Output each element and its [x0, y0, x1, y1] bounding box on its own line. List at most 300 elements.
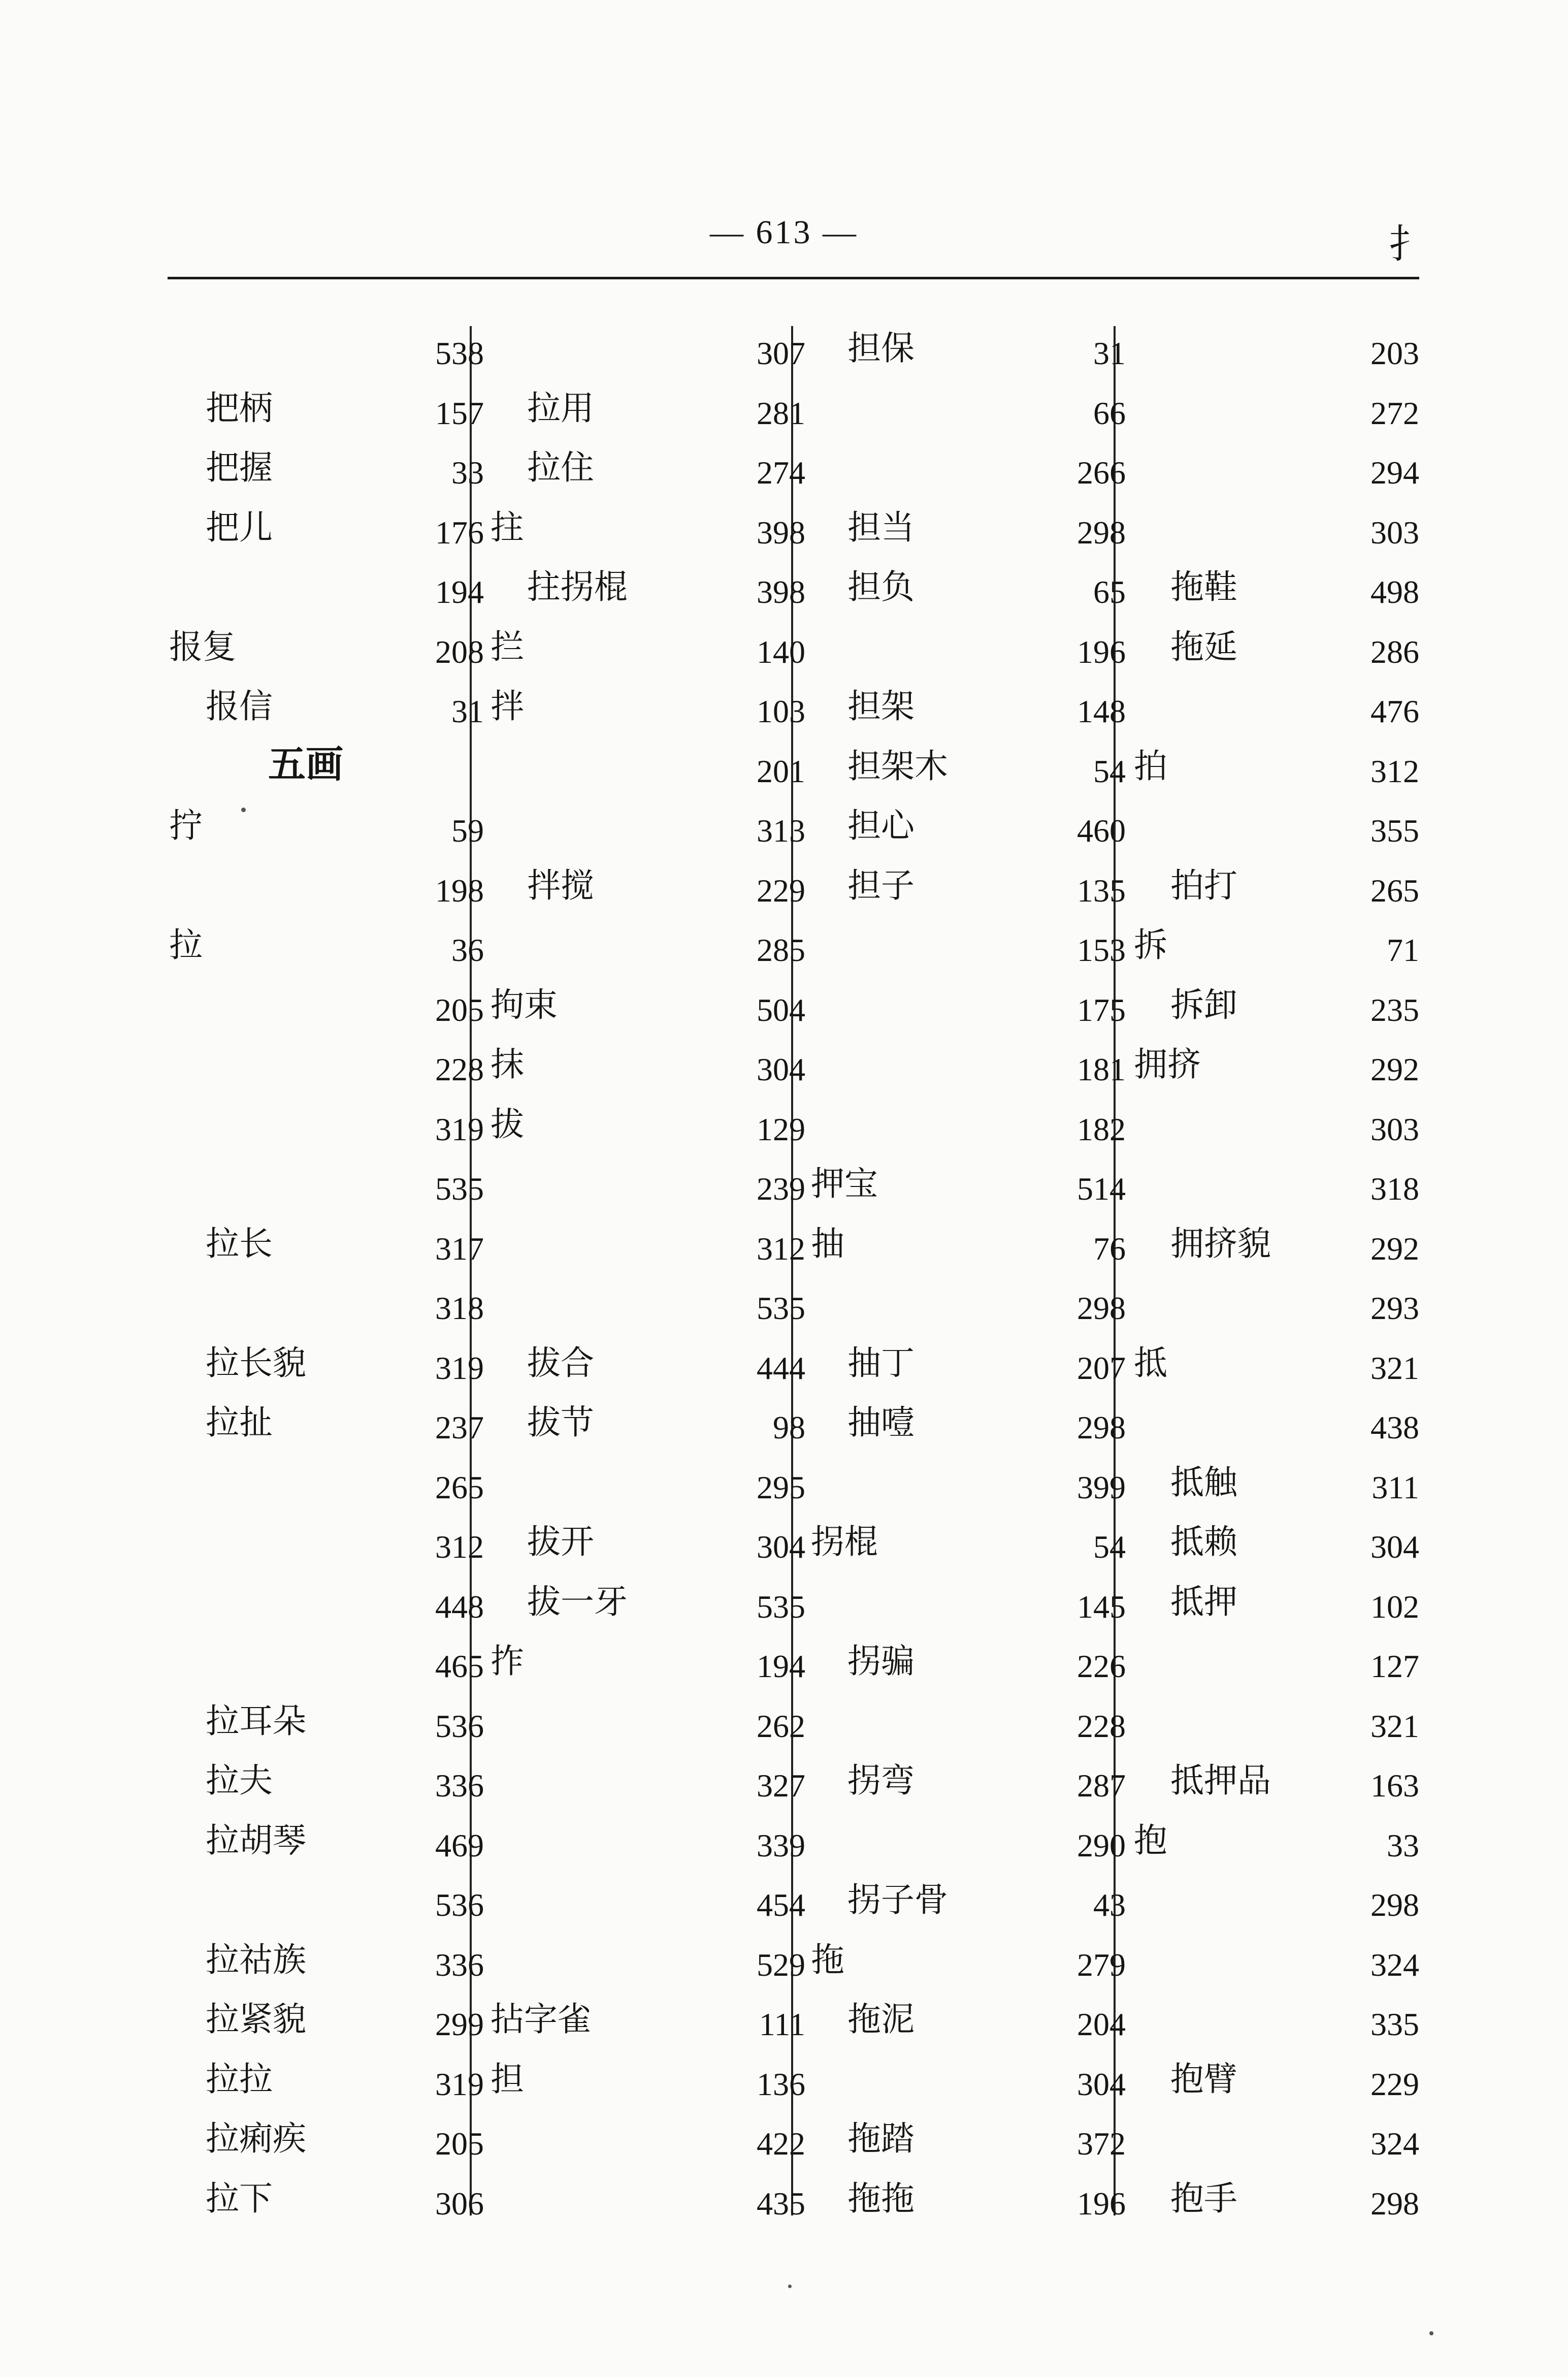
page-reference: 235 [1370, 991, 1419, 1028]
index-row [491, 2176, 805, 2236]
index-row [1134, 1162, 1419, 1222]
index-row [811, 1878, 1126, 1938]
index-row [169, 386, 484, 446]
page-reference: 59 [451, 813, 484, 849]
page-reference: 336 [435, 1768, 484, 1804]
page-reference: 228 [1077, 1708, 1126, 1744]
index-row [811, 386, 1126, 446]
index-entry: 拥挤 [1134, 1045, 1201, 1084]
index-entry: 抽丁 [847, 1343, 914, 1383]
index-row [491, 684, 805, 744]
index-row [491, 1818, 805, 1878]
page-reference: 43 [1093, 1887, 1126, 1923]
index-entry: 拖延 [1170, 627, 1237, 666]
page-reference: 176 [435, 514, 484, 551]
index-entry: 抽噎 [847, 1403, 914, 1442]
index-row [169, 1102, 484, 1162]
page-reference: 321 [1370, 1708, 1419, 1744]
index-row [1134, 804, 1419, 863]
page-reference: 318 [435, 1290, 484, 1326]
index-row [491, 505, 805, 565]
page-reference: 307 [757, 335, 805, 371]
page-reference: 304 [1077, 2066, 1126, 2102]
page-reference: 514 [1077, 1171, 1126, 1207]
page-reference: 203 [1370, 335, 1419, 371]
page-reference: 538 [435, 335, 484, 371]
index-entry: 抵押品 [1170, 1761, 1271, 1800]
page-reference: 281 [757, 395, 805, 431]
index-row [1134, 1520, 1419, 1580]
page-header-number: — 613 — [710, 214, 858, 251]
index-entry: 拉用 [527, 388, 594, 428]
index-entry: 拉拉 [206, 2059, 273, 2099]
page-reference: 298 [1370, 1887, 1419, 1923]
speck [1429, 2331, 1433, 2335]
index-row [1134, 1818, 1419, 1878]
index-row [169, 923, 484, 983]
index-row [1134, 1102, 1419, 1162]
page-reference: 145 [1077, 1588, 1126, 1625]
index-row [811, 804, 1126, 863]
index-row [169, 1938, 484, 1998]
page-reference: 136 [757, 2066, 805, 2102]
index-row [491, 1281, 805, 1341]
page-reference: 303 [1370, 514, 1419, 551]
index-row [811, 923, 1126, 983]
page-reference: 287 [1077, 1768, 1126, 1804]
page-reference: 335 [1370, 2006, 1419, 2042]
index-entry: 拖拖 [847, 2178, 914, 2218]
index-row [811, 1997, 1126, 2057]
page-reference: 398 [757, 574, 805, 610]
index-entry: 抽 [811, 1224, 844, 1263]
index-entry: 拉长 [206, 1224, 273, 1263]
page-reference: 286 [1370, 633, 1419, 670]
index-row [811, 565, 1126, 625]
index-row [491, 565, 805, 625]
index-row [491, 625, 805, 685]
index-row [811, 1222, 1126, 1281]
index-column-3 [811, 326, 1126, 2236]
page-reference: 54 [1093, 1529, 1126, 1565]
page-reference: 228 [435, 1051, 484, 1087]
page-reference: 266 [1077, 455, 1126, 491]
index-row [811, 1341, 1126, 1401]
index-row [169, 804, 484, 863]
page-reference: 476 [1370, 693, 1419, 729]
page-reference: 196 [1077, 2185, 1126, 2222]
index-entry: 拔一牙 [527, 1582, 628, 1621]
index-row [1134, 1460, 1419, 1520]
page-reference: 127 [1370, 1648, 1419, 1684]
index-row [811, 1639, 1126, 1699]
index-row [491, 923, 805, 983]
page-reference: 535 [757, 1290, 805, 1326]
speck [241, 808, 246, 812]
index-row [491, 1878, 805, 1938]
index-row [1134, 625, 1419, 685]
index-entry: 把柄 [206, 388, 273, 428]
page-reference: 536 [435, 1887, 484, 1923]
index-row [1134, 565, 1419, 625]
index-row [491, 1400, 805, 1460]
page-reference: 33 [451, 455, 484, 491]
index-row [1134, 445, 1419, 505]
index-row [1134, 1341, 1419, 1401]
page-reference: 372 [1077, 2126, 1126, 2162]
index-row [491, 1102, 805, 1162]
page-reference: 293 [1370, 1290, 1419, 1326]
page-reference: 312 [435, 1529, 484, 1565]
page-reference: 71 [1387, 932, 1419, 968]
page-reference: 194 [757, 1648, 805, 1684]
index-row [1134, 1042, 1419, 1102]
page-reference: 318 [1370, 1171, 1419, 1207]
page-reference: 312 [1370, 753, 1419, 789]
page-reference: 163 [1370, 1768, 1419, 1804]
index-row [811, 1699, 1126, 1759]
page-reference: 182 [1077, 1111, 1126, 1147]
index-row [169, 1162, 484, 1222]
index-entry: 拔开 [527, 1522, 594, 1561]
page-reference: 339 [757, 1827, 805, 1864]
index-row [811, 445, 1126, 505]
page-reference: 208 [435, 633, 484, 670]
page-reference: 536 [435, 1708, 484, 1744]
index-entry: 拉痢疾 [206, 2119, 306, 2158]
index-row [491, 1639, 805, 1699]
index-row [491, 1997, 805, 2057]
index-row [811, 983, 1126, 1043]
index-row [169, 1580, 484, 1640]
index-row [169, 1222, 484, 1281]
page-reference: 469 [435, 1827, 484, 1864]
index-row [1134, 1281, 1419, 1341]
page-reference: 54 [1093, 753, 1126, 789]
index-row [169, 1341, 484, 1401]
index-row [169, 983, 484, 1043]
page-reference: 175 [1077, 991, 1126, 1028]
page-reference: 66 [1093, 395, 1126, 431]
index-entry: 抱手 [1170, 2178, 1237, 2218]
index-entry: 拔 [491, 1104, 524, 1144]
index-row [169, 1281, 484, 1341]
index-row [169, 1460, 484, 1520]
index-row [1134, 2116, 1419, 2176]
page-reference: 435 [757, 2185, 805, 2222]
index-entry: 拐子骨 [847, 1880, 948, 1919]
page-reference: 398 [757, 514, 805, 551]
page-reference: 317 [435, 1230, 484, 1267]
index-row [811, 863, 1126, 923]
page-reference: 33 [1387, 1827, 1419, 1864]
index-row [1134, 326, 1419, 386]
index-entry: 拖鞋 [1170, 567, 1237, 606]
index-row [811, 1520, 1126, 1580]
index-row [1134, 1639, 1419, 1699]
index-entry: 拉 [169, 925, 203, 965]
page-reference: 312 [757, 1230, 805, 1267]
index-entry: 拉祜族 [206, 1940, 306, 1979]
index-row [1134, 1400, 1419, 1460]
index-entry: 拉下 [206, 2178, 273, 2218]
index-entry: 拌 [491, 687, 524, 726]
index-row [811, 1758, 1126, 1818]
index-row [491, 326, 805, 386]
index-row [491, 863, 805, 923]
index-entry: 拖 [811, 1940, 844, 1979]
index-entry: 拥挤貌 [1170, 1224, 1271, 1263]
index-row [169, 445, 484, 505]
index-entry: 拐弯 [847, 1761, 914, 1800]
index-entry: 拄 [491, 507, 524, 547]
index-row [491, 386, 805, 446]
page-reference: 274 [757, 455, 805, 491]
index-row [169, 2057, 484, 2117]
index-entry: 拐棍 [811, 1522, 878, 1561]
page-reference: 239 [757, 1171, 805, 1207]
page-reference: 535 [435, 1171, 484, 1207]
page-reference: 153 [1077, 932, 1126, 968]
index-row [491, 804, 805, 863]
index-row [811, 2176, 1126, 2236]
page-reference: 304 [1370, 1529, 1419, 1565]
index-row [169, 684, 484, 744]
index-row [1134, 744, 1419, 804]
index-entry: 拖泥 [847, 2000, 914, 2039]
index-row [1134, 1699, 1419, 1759]
index-row [811, 1162, 1126, 1222]
index-entry: 押宝 [811, 1164, 878, 1203]
page-reference: 448 [435, 1588, 484, 1625]
index-entry: 拖踏 [847, 2119, 914, 2158]
index-row [491, 1758, 805, 1818]
page-reference: 306 [435, 2185, 484, 2222]
page-reference: 529 [757, 1946, 805, 1983]
index-entry: 拈字雀 [491, 2000, 591, 2039]
page-reference: 196 [1077, 633, 1126, 670]
index-row [169, 1699, 484, 1759]
page-reference: 324 [1370, 2126, 1419, 2162]
page-reference: 304 [757, 1051, 805, 1087]
page-reference: 298 [1370, 2185, 1419, 2222]
index-row [491, 1520, 805, 1580]
speck [788, 2285, 792, 2288]
index-row [811, 505, 1126, 565]
page-reference: 31 [1093, 335, 1126, 371]
index-entry: 抱 [1134, 1820, 1167, 1860]
page-reference: 262 [757, 1708, 805, 1744]
index-row [811, 744, 1126, 804]
page-reference: 207 [1077, 1350, 1126, 1386]
index-entry: 担当 [847, 507, 914, 547]
index-row [491, 1580, 805, 1640]
index-row [491, 1341, 805, 1401]
page-reference: 103 [757, 693, 805, 729]
index-row [491, 1460, 805, 1520]
index-row [811, 1102, 1126, 1162]
page-reference: 336 [435, 1946, 484, 1983]
index-row [1134, 1997, 1419, 2057]
index-entry: 担子 [847, 865, 914, 905]
page-reference: 324 [1370, 1946, 1419, 1983]
index-entry: 抵赖 [1170, 1522, 1237, 1561]
page-reference: 298 [1077, 1290, 1126, 1326]
section-radical: 扌 [1389, 221, 1429, 267]
page-reference: 272 [1370, 395, 1419, 431]
page-reference: 205 [435, 991, 484, 1028]
index-row [1134, 923, 1419, 983]
index-row [1134, 983, 1419, 1043]
page-reference: 313 [757, 813, 805, 849]
page-reference: 465 [435, 1648, 484, 1684]
index-row [491, 1699, 805, 1759]
index-entry: 拐骗 [847, 1642, 914, 1681]
index-row [169, 2176, 484, 2236]
index-row [811, 2116, 1126, 2176]
index-entry: 拆卸 [1170, 985, 1237, 1024]
page-reference: 76 [1093, 1230, 1126, 1267]
page-reference: 65 [1093, 574, 1126, 610]
index-entry: 拉胡琴 [206, 1820, 306, 1860]
page-reference: 279 [1077, 1946, 1126, 1983]
index-entry: 抵 [1134, 1343, 1167, 1383]
page-reference: 355 [1370, 813, 1419, 849]
index-entry: 拉住 [527, 448, 594, 487]
index-row [169, 1818, 484, 1878]
index-entry: 拔合 [527, 1343, 594, 1383]
index-column-2 [491, 326, 805, 2236]
page-reference: 285 [757, 932, 805, 968]
index-row [811, 2057, 1126, 2117]
page-reference: 321 [1370, 1350, 1419, 1386]
page-reference: 290 [1077, 1827, 1126, 1864]
page-reference: 135 [1077, 872, 1126, 909]
index-entry: 报信 [206, 687, 273, 726]
index-row [811, 1580, 1126, 1640]
page-reference: 201 [757, 753, 805, 789]
index-row [169, 326, 484, 386]
index-row [491, 744, 805, 804]
page-reference: 319 [435, 1111, 484, 1147]
index-row [811, 1042, 1126, 1102]
page-reference: 444 [757, 1350, 805, 1386]
index-entry: 抱臂 [1170, 2059, 1237, 2099]
header-rule [168, 277, 1419, 279]
page-reference: 294 [1370, 455, 1419, 491]
index-entry: 拔节 [527, 1403, 594, 1442]
page-reference: 204 [1077, 2006, 1126, 2042]
index-row [491, 1042, 805, 1102]
index-row [1134, 863, 1419, 923]
index-entry: 拉夫 [206, 1761, 273, 1800]
index-entry: 拉扯 [206, 1403, 273, 1442]
page-reference: 157 [435, 395, 484, 431]
index-column-4 [1134, 326, 1419, 2236]
page-reference: 194 [435, 574, 484, 610]
page-reference: 205 [435, 2126, 484, 2162]
index-row [491, 445, 805, 505]
index-row [1134, 1580, 1419, 1640]
index-row [811, 1400, 1126, 1460]
page-reference: 226 [1077, 1648, 1126, 1684]
page-reference: 102 [1370, 1588, 1419, 1625]
index-entry: 拍 [1134, 746, 1167, 786]
index-row [491, 1162, 805, 1222]
index-entry: 拉耳朵 [206, 1701, 306, 1741]
page-reference: 399 [1077, 1469, 1126, 1505]
page-reference: 438 [1370, 1409, 1419, 1446]
page-reference: 303 [1370, 1111, 1419, 1147]
index-row [1134, 684, 1419, 744]
page-reference: 460 [1077, 813, 1126, 849]
page-reference: 229 [1370, 2066, 1419, 2102]
index-row [1134, 505, 1419, 565]
page-reference: 237 [435, 1409, 484, 1446]
index-entry: 担负 [847, 567, 914, 606]
index-row [169, 565, 484, 625]
index-row [169, 863, 484, 923]
page-reference: 535 [757, 1588, 805, 1625]
index-entry: 拃 [491, 1642, 524, 1681]
index-entry: 抹 [491, 1045, 524, 1084]
index-entry: 拄拐棍 [527, 567, 628, 606]
index-row [1134, 1758, 1419, 1818]
index-entry: 拌搅 [527, 865, 594, 905]
index-entry: 担保 [847, 329, 914, 368]
page-reference: 498 [1370, 574, 1419, 610]
page-reference: 295 [757, 1469, 805, 1505]
index-entry: 抵押 [1170, 1582, 1237, 1621]
page-reference: 304 [757, 1529, 805, 1565]
page-reference: 265 [1370, 872, 1419, 909]
page-reference: 504 [757, 991, 805, 1028]
page-reference: 311 [1371, 1469, 1419, 1505]
page-reference: 454 [757, 1887, 805, 1923]
page-reference: 265 [435, 1469, 484, 1505]
index-row [169, 2116, 484, 2176]
index-row [811, 326, 1126, 386]
index-entry: 拘束 [491, 985, 558, 1024]
page-reference: 129 [757, 1111, 805, 1147]
index-row [1134, 1222, 1419, 1281]
index-row [491, 1222, 805, 1281]
page-reference: 111 [759, 2006, 805, 2042]
index-row [169, 1042, 484, 1102]
page-reference: 148 [1077, 693, 1126, 729]
index-entry: 报复 [169, 627, 236, 666]
index-entry: 担 [491, 2059, 524, 2099]
page-reference: 229 [757, 872, 805, 909]
page-reference: 292 [1370, 1051, 1419, 1087]
page-reference: 299 [435, 2006, 484, 2042]
index-entry: 担架木 [847, 746, 948, 786]
page-reference: 36 [451, 932, 484, 968]
page-reference: 181 [1077, 1051, 1126, 1087]
page-reference: 422 [757, 2126, 805, 2162]
stroke-count-heading: 五画 [268, 742, 343, 786]
index-row [491, 2057, 805, 2117]
index-entry: 担心 [847, 806, 914, 845]
index-entry: 拉长貌 [206, 1343, 306, 1383]
index-row [811, 625, 1126, 685]
index-row [491, 1938, 805, 1998]
index-row [169, 1400, 484, 1460]
page-reference: 198 [435, 872, 484, 909]
page-reference: 31 [451, 693, 484, 729]
index-entry: 拧 [169, 806, 203, 845]
index-row [169, 625, 484, 685]
